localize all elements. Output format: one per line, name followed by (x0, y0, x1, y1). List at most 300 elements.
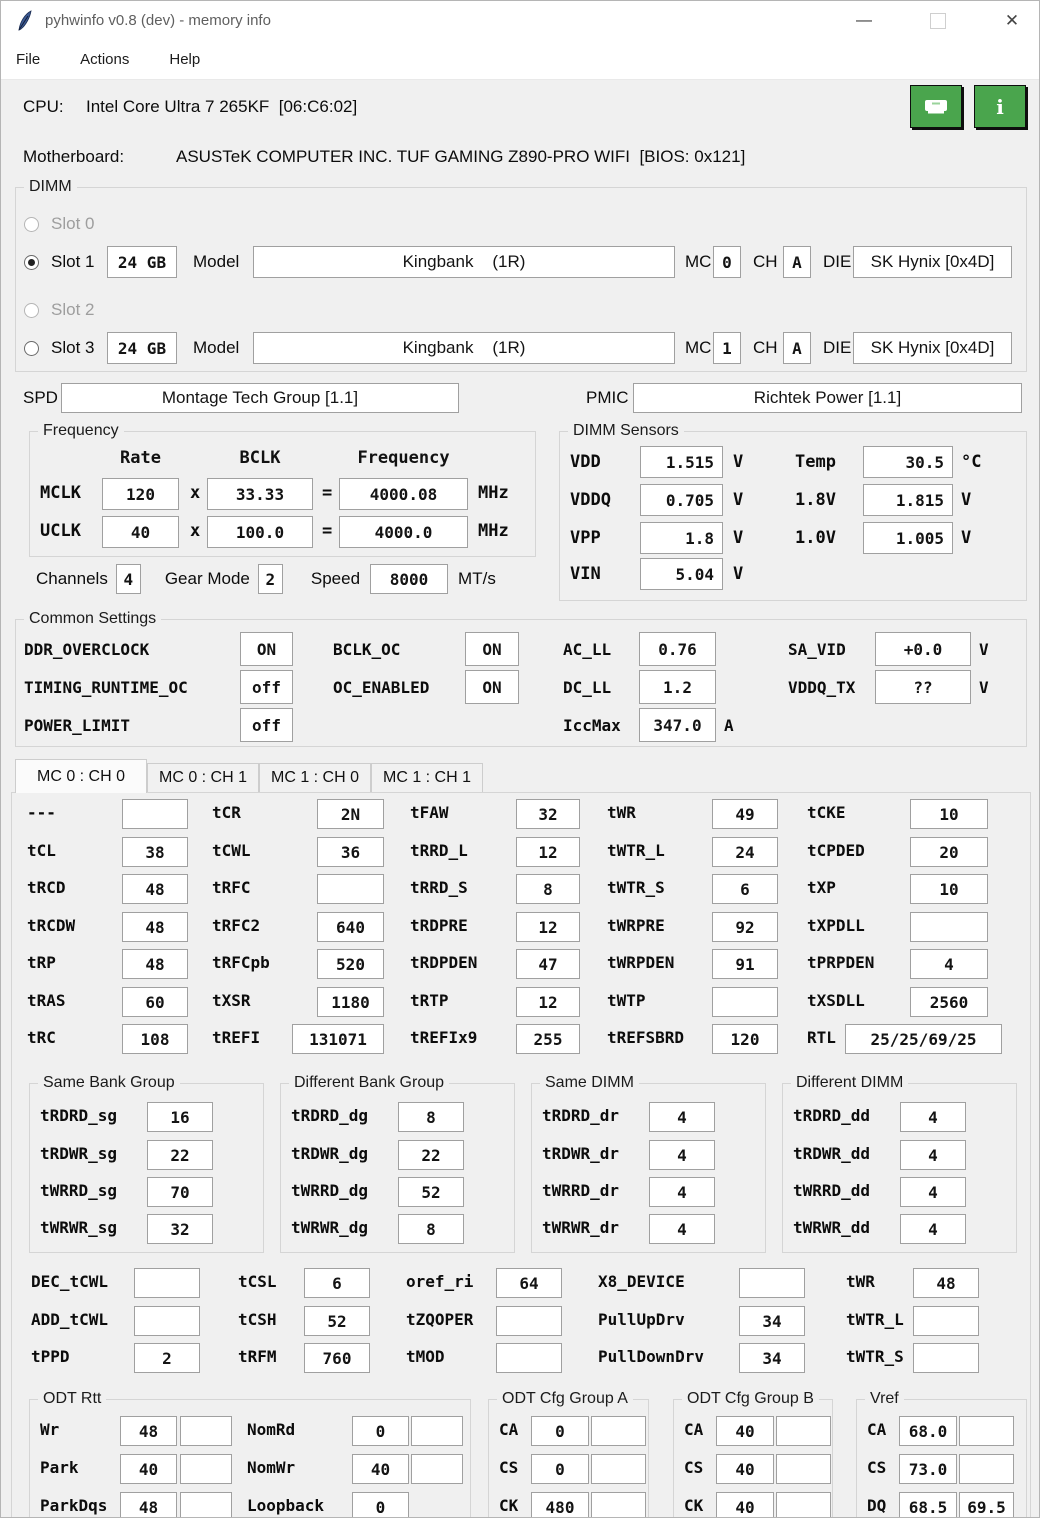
timing-label: tPRPDEN (807, 953, 875, 972)
timing-label: tRCDW (27, 916, 76, 935)
frequency-groupbox (29, 422, 536, 557)
odt-value-box[interactable]: 480 (531, 1492, 589, 1518)
odt-value-box[interactable]: 0 (352, 1492, 409, 1518)
timing-value-box[interactable]: 4 (900, 1177, 966, 1207)
bank-group-row (793, 1102, 1008, 1132)
volt-unit: V (733, 452, 744, 472)
slot1-size-box[interactable]: 24 GB (107, 246, 177, 278)
bank-group-legend: Different Bank Group (289, 1074, 449, 1092)
slot0-radio[interactable] (24, 217, 39, 232)
odt-value-box2[interactable] (180, 1492, 232, 1518)
memory-dump-button[interactable] (910, 85, 962, 128)
bank-group-row (40, 1214, 255, 1244)
timing-value-box[interactable]: 47 (516, 949, 580, 979)
equals-sign: = (322, 521, 333, 541)
timing-value-box[interactable]: 2560 (910, 987, 988, 1017)
timing-label: tRC (27, 1028, 56, 1047)
timing-value-box[interactable] (910, 912, 988, 942)
odt-value-box2[interactable] (411, 1416, 463, 1446)
model-label: Model (193, 338, 240, 357)
multiply-sign: x (190, 483, 201, 503)
sensor-row (570, 558, 747, 590)
odt-label: CK (684, 1496, 704, 1515)
temp-box[interactable]: 30.5 (863, 446, 953, 478)
bank-group-row (291, 1140, 506, 1170)
timing-label: tWTR_S (607, 878, 665, 897)
vref-value-box[interactable]: 68.0 (899, 1416, 957, 1446)
slot1-ch-box[interactable]: A (783, 246, 811, 278)
odt-value-box[interactable]: 40 (716, 1492, 774, 1518)
1v0-box[interactable]: 1.005 (863, 522, 953, 554)
menu-item[interactable]: Help (169, 51, 201, 68)
slot3-die-box[interactable]: SK Hynix [0x4D] (853, 332, 1012, 364)
1v8-box[interactable]: 1.815 (863, 484, 953, 516)
timing-value-box[interactable]: 4 (900, 1102, 966, 1132)
timing-runtime-oc-box[interactable]: off (240, 670, 293, 704)
timing-label: tXPDLL (807, 916, 865, 935)
odt-label: Park (40, 1458, 79, 1477)
frequency-legend: Frequency (38, 422, 124, 440)
sensor-row (570, 446, 981, 478)
timing-value-box[interactable]: 4 (900, 1140, 966, 1170)
bank-groupbox (782, 1074, 1017, 1253)
timing-label: tRDRD_dg (291, 1106, 369, 1125)
bclk-oc-box[interactable]: ON (465, 632, 519, 666)
odt-value-box[interactable]: 40 (716, 1416, 774, 1446)
common-row (24, 708, 734, 742)
timing-label: tRDWR_dd (793, 1144, 871, 1163)
odt-cfg-group-a-legend: ODT Cfg Group A (497, 1390, 633, 1408)
odt-label: Loopback (247, 1496, 325, 1515)
slot0-row (24, 206, 94, 242)
timing-value-box[interactable] (739, 1268, 805, 1298)
bank-group-row (542, 1102, 757, 1132)
timing-label: tRDWR_dg (291, 1144, 369, 1163)
dimm-groupbox (15, 178, 1027, 372)
timing-value-box[interactable]: 52 (304, 1306, 370, 1336)
timing-label: tCSH (238, 1310, 277, 1329)
odt-value-box2[interactable] (591, 1492, 646, 1518)
odt-label: CS (684, 1458, 704, 1477)
odt-label: NomWr (247, 1458, 296, 1477)
timing-value-box[interactable]: 92 (712, 912, 778, 942)
timing-value-box[interactable]: 20 (910, 837, 988, 867)
timing-label: tXSDLL (807, 991, 865, 1010)
odt-value-box2[interactable] (180, 1454, 232, 1484)
vref-value-box[interactable]: 68.5 (899, 1492, 957, 1518)
timing-value-box[interactable] (317, 874, 384, 904)
timing-value-box[interactable]: 10 (910, 799, 988, 829)
ch-label: CH (753, 338, 778, 357)
timing-value-box[interactable]: 8 (398, 1214, 464, 1244)
timing-value-box[interactable]: 4 (649, 1177, 715, 1207)
iccmax-label: IccMax (563, 715, 621, 735)
vddq-box[interactable]: 0.705 (640, 484, 723, 516)
timing-value-box[interactable]: 48 (122, 912, 188, 942)
timing-value-box[interactable]: 91 (712, 949, 778, 979)
timing-label: ADD_tCWL (31, 1310, 109, 1329)
odt-value-box[interactable]: 40 (120, 1454, 177, 1484)
power-limit-box[interactable]: off (240, 708, 293, 742)
odt-cfg-group-a-groupbox (488, 1390, 649, 1518)
timing-value-box[interactable]: 34 (739, 1343, 805, 1373)
vddq-tx-label: VDDQ_TX (788, 677, 856, 697)
title-bar (1, 1, 1039, 41)
bank-group-row (793, 1140, 1008, 1170)
vddq-label: VDDQ (570, 490, 611, 510)
iccmax-box[interactable]: 347.0 (639, 708, 716, 742)
uclk-freq-box[interactable]: 4000.0 (339, 516, 468, 548)
volt-unit: V (733, 490, 744, 510)
slot1-die-box[interactable]: SK Hynix [0x4D] (853, 246, 1012, 278)
timing-value-box[interactable]: 1180 (317, 987, 384, 1017)
bank-groups (29, 1074, 1017, 1253)
ddr-overclock-label: DDR_OVERCLOCK (24, 639, 150, 659)
timing-value-box[interactable]: 12 (516, 837, 580, 867)
timing-value-box[interactable]: 38 (122, 837, 188, 867)
minimize-button[interactable]: — (856, 12, 872, 29)
timing-label: --- (27, 803, 56, 822)
bank-group-row (793, 1214, 1008, 1244)
timing-label: tCL (27, 841, 56, 860)
cpu-value: Intel Core Ultra 7 265KF [06:C6:02] (86, 97, 358, 116)
timing-label: tWRWR_dg (291, 1218, 369, 1237)
bank-group-legend: Different DIMM (791, 1074, 908, 1092)
menu-item[interactable]: File (16, 51, 41, 68)
timing-value-box[interactable]: 52 (398, 1177, 464, 1207)
gear-mode-label: Gear Mode (164, 569, 250, 588)
timing-value-box[interactable] (134, 1268, 200, 1298)
uclk-label: UCLK (40, 521, 81, 541)
timing-label: tCPDED (807, 841, 865, 860)
timing-label: tXSR (212, 991, 251, 1010)
timing-value-box[interactable]: 22 (398, 1140, 464, 1170)
timing-value-box[interactable]: 6 (712, 874, 778, 904)
vref-value-box2[interactable] (959, 1416, 1014, 1446)
timing-value-box[interactable]: 32 (516, 799, 580, 829)
cpu-label: CPU: (23, 97, 64, 116)
channels-label: Channels (36, 569, 108, 588)
timing-label: tWRPDEN (607, 953, 675, 972)
mclk-rate-box[interactable]: 120 (102, 478, 179, 510)
app-feather-icon (15, 10, 35, 32)
vin-box[interactable]: 5.04 (640, 558, 723, 590)
bank-group-legend: Same Bank Group (38, 1074, 180, 1092)
timing-label: tRCD (27, 878, 66, 897)
timing-value-box[interactable]: 10 (910, 874, 988, 904)
timing-label: tWRWR_dd (793, 1218, 871, 1237)
timing-value-box[interactable]: 70 (147, 1177, 213, 1207)
slot1-radio[interactable] (24, 255, 39, 270)
timing-label: tWRRD_dg (291, 1181, 369, 1200)
timing-value-box[interactable]: 520 (317, 949, 384, 979)
bclk-oc-label: BCLK_OC (333, 639, 401, 659)
timing-value-box[interactable]: 60 (122, 987, 188, 1017)
odt-value-box2[interactable] (776, 1454, 831, 1484)
odt-value-box[interactable]: 0 (531, 1416, 589, 1446)
channels-row (36, 563, 496, 595)
timing-label: tCWL (212, 841, 251, 860)
timing-value-box[interactable] (134, 1306, 200, 1336)
odt-value-box[interactable]: 40 (352, 1454, 409, 1484)
ddr-overclock-box[interactable]: ON (240, 632, 293, 666)
timing-label: tRFC2 (212, 916, 261, 935)
timing-value-box[interactable]: 760 (304, 1343, 370, 1373)
channels-box[interactable]: 4 (116, 564, 141, 594)
vpp-box[interactable]: 1.8 (640, 522, 723, 554)
odt-rtt-legend: ODT Rtt (38, 1390, 106, 1408)
odt-label: CA (499, 1420, 519, 1439)
celsius-unit: °C (961, 452, 982, 472)
vref-value-box2[interactable]: 69.5 (959, 1492, 1014, 1518)
odt-value-box[interactable]: 40 (716, 1454, 774, 1484)
die-label: DIE (823, 252, 852, 271)
timing-label: tRDWR_sg (40, 1144, 118, 1163)
mts-unit: MT/s (458, 569, 496, 588)
oc-enabled-box[interactable]: ON (465, 670, 519, 704)
timing-label: tCSL (238, 1272, 277, 1291)
common-row (24, 632, 989, 666)
speed-box[interactable]: 8000 (370, 564, 448, 594)
timing-label: tFAW (410, 803, 449, 822)
window-title: pyhwinfo v0.8 (dev) - memory info (45, 12, 271, 29)
bank-group-row (40, 1102, 255, 1132)
mc-label: MC (685, 338, 712, 357)
odt-value-box[interactable]: 0 (352, 1416, 409, 1446)
channel-tab[interactable]: MC 0 : CH 1 (147, 763, 259, 793)
mhz-unit: MHz (478, 521, 509, 541)
maximize-button[interactable] (913, 1, 963, 41)
timing-value-box[interactable]: 48 (122, 949, 188, 979)
timing-value-box[interactable]: 24 (712, 837, 778, 867)
motherboard-value: ASUSTeK COMPUTER INC. TUF GAMING Z890-PRO WIFI [BIOS: 0x121] (176, 147, 746, 166)
odt-label: CA (684, 1420, 704, 1439)
dimm-sensors-groupbox (559, 422, 1027, 601)
vdd-label: VDD (570, 452, 601, 472)
timing-value-box[interactable] (913, 1306, 979, 1336)
close-button[interactable]: ✕ (1004, 11, 1020, 30)
odt-value-box[interactable]: 48 (120, 1492, 177, 1518)
bank-group-row (542, 1214, 757, 1244)
odt-value-box2[interactable] (591, 1454, 646, 1484)
info-button[interactable] (974, 85, 1026, 128)
bank-group-row (542, 1140, 757, 1170)
odt-label: ParkDqs (40, 1496, 108, 1515)
channel-tab[interactable]: MC 1 : CH 0 (259, 763, 371, 793)
gear-mode-box[interactable]: 2 (258, 564, 283, 594)
timing-label: tWRRD_dr (542, 1181, 620, 1200)
timing-value-box[interactable]: 32 (147, 1214, 213, 1244)
timing-label: tWR (607, 803, 636, 822)
odt-cfg-group-b-legend: ODT Cfg Group B (682, 1390, 819, 1408)
spd-label: SPD (23, 388, 58, 407)
timing-value-box[interactable]: 8 (516, 874, 580, 904)
dc-ll-label: DC_LL (563, 677, 612, 697)
timing-value-box[interactable]: 4 (910, 949, 988, 979)
multiply-sign: x (190, 521, 201, 541)
timing-label: RTL (807, 1028, 836, 1047)
timing-label: tMOD (406, 1347, 445, 1366)
timing-value-box[interactable]: 131071 (292, 1024, 384, 1054)
timing-value-box[interactable] (496, 1343, 562, 1373)
timing-value-box[interactable]: 120 (712, 1024, 778, 1054)
mclk-label: MCLK (40, 483, 81, 503)
temp-label: Temp (795, 452, 836, 472)
ac-ll-box[interactable]: 0.76 (639, 632, 716, 666)
bank-group-row (291, 1214, 506, 1244)
timing-label: DEC_tCWL (31, 1272, 109, 1291)
channel-tab[interactable]: MC 1 : CH 1 (371, 763, 483, 793)
timing-value-box[interactable]: 49 (712, 799, 778, 829)
odt-value-box2[interactable] (591, 1416, 646, 1446)
sa-vid-box[interactable]: +0.0 (875, 632, 971, 666)
slot1-mc-box[interactable]: 0 (713, 246, 741, 278)
timing-value-box[interactable] (913, 1343, 979, 1373)
odt-value-box[interactable]: 48 (120, 1416, 177, 1446)
bclk-header: BCLK (239, 448, 281, 468)
timing-label: PullDownDrv (598, 1347, 704, 1366)
ac-ll-label: AC_LL (563, 639, 612, 659)
uclk-row (30, 516, 535, 548)
vddq-tx-box[interactable]: ?? (875, 670, 971, 704)
slot3-radio[interactable] (24, 341, 39, 356)
slot3-model-box[interactable]: Kingbank (1R) (253, 332, 675, 364)
ch-label: CH (753, 252, 778, 271)
timing-label: tREFIx9 (410, 1028, 478, 1047)
vdd-box[interactable]: 1.515 (640, 446, 723, 478)
vref-value-box2[interactable] (959, 1454, 1014, 1484)
timing-value-box[interactable]: 2N (317, 799, 384, 829)
timing-label: tWTR_S (846, 1347, 904, 1366)
timing-label: tZQOPER (406, 1310, 474, 1329)
mclk-bclk-box[interactable]: 33.33 (207, 478, 313, 510)
odt-cfg-group-b-groupbox (673, 1390, 833, 1518)
timing-value-box[interactable]: 36 (317, 837, 384, 867)
timing-value-box[interactable]: 25/25/69/25 (845, 1024, 1002, 1054)
timing-value-box[interactable]: 4 (649, 1214, 715, 1244)
channel-tabs (15, 759, 483, 793)
odt-value-box2[interactable] (776, 1492, 831, 1518)
timing-value-box[interactable]: 64 (496, 1268, 562, 1298)
timing-value-box[interactable]: 34 (739, 1306, 805, 1336)
slot3-mc-box[interactable]: 1 (713, 332, 741, 364)
timing-label: tCKE (807, 803, 846, 822)
vref-label: CS (867, 1458, 887, 1477)
timing-value-box[interactable]: 6 (304, 1268, 370, 1298)
equals-sign: = (322, 483, 333, 503)
timing-value-box[interactable]: 108 (122, 1024, 188, 1054)
slot3-label: Slot 3 (51, 338, 95, 357)
slot2-radio[interactable] (24, 303, 39, 318)
odt-value-box2[interactable] (411, 1454, 463, 1484)
oc-enabled-label: OC_ENABLED (333, 677, 430, 697)
odt-value-box2[interactable] (180, 1416, 232, 1446)
timing-value-box[interactable]: 16 (147, 1102, 213, 1132)
timing-label: tWTR_L (846, 1310, 904, 1329)
maximize-icon (930, 13, 946, 29)
menu-item[interactable]: Actions (80, 51, 130, 68)
timing-label: tXP (807, 878, 836, 897)
timing-label: tWRRD_sg (40, 1181, 118, 1200)
dimm-sensors-legend: DIMM Sensors (568, 422, 684, 440)
pmic-label: PMIC (586, 388, 629, 407)
vref-groupbox (856, 1390, 1027, 1518)
odt-rtt-groupbox (29, 1390, 471, 1518)
timing-value-box[interactable]: 4 (649, 1102, 715, 1132)
volt-unit: V (979, 639, 989, 659)
timing-label: tRP (27, 953, 56, 972)
uclk-rate-box[interactable]: 40 (102, 516, 179, 548)
uclk-bclk-box[interactable]: 100.0 (207, 516, 313, 548)
bank-group-row (291, 1177, 506, 1207)
timing-label: tWR (846, 1272, 875, 1291)
volt-unit: V (961, 490, 972, 510)
odt-value-box[interactable]: 0 (531, 1454, 589, 1484)
mhz-unit: MHz (478, 483, 509, 503)
common-settings-groupbox (15, 610, 1027, 747)
timing-label: tRFM (238, 1347, 277, 1366)
bank-group-row (40, 1177, 255, 1207)
timing-label: oref_ri (406, 1272, 474, 1291)
timing-value-box[interactable]: 12 (516, 987, 580, 1017)
memory-icon (924, 98, 948, 116)
slot1-model-box[interactable]: Kingbank (1R) (253, 246, 675, 278)
mclk-freq-box[interactable]: 4000.08 (339, 478, 468, 510)
timing-value-box[interactable] (122, 799, 188, 829)
model-label: Model (193, 252, 240, 271)
frequency-header: Frequency (357, 448, 450, 468)
odt-label: Wr (40, 1420, 60, 1439)
slot1-label: Slot 1 (51, 252, 95, 271)
timing-value-box[interactable]: 48 (122, 874, 188, 904)
timing-label: tRFC (212, 878, 251, 897)
timing-value-box[interactable]: 255 (516, 1024, 580, 1054)
timing-value-box[interactable] (496, 1306, 562, 1336)
sensor-row (570, 484, 971, 516)
vref-value-box[interactable]: 73.0 (899, 1454, 957, 1484)
pmic-value-box[interactable]: Richtek Power [1.1] (633, 383, 1022, 413)
vref-legend: Vref (865, 1390, 904, 1408)
slot3-ch-box[interactable]: A (783, 332, 811, 364)
timing-value-box[interactable]: 2 (134, 1343, 200, 1373)
timing-value-box[interactable]: 640 (317, 912, 384, 942)
motherboard-row (23, 141, 745, 173)
timing-value-box[interactable]: 48 (913, 1268, 979, 1298)
channel-tab[interactable]: MC 0 : CH 0 (15, 759, 147, 793)
cpu-row (23, 91, 357, 123)
1v0-label: 1.0V (795, 528, 836, 548)
timing-label: tRRD_S (410, 878, 468, 897)
spd-value-box[interactable]: Montage Tech Group [1.1] (61, 383, 459, 413)
timing-value-box[interactable] (712, 987, 778, 1017)
timing-value-box[interactable]: 4 (900, 1214, 966, 1244)
timing-label: tWRWR_dr (542, 1218, 620, 1237)
info-icon: i (996, 94, 1004, 119)
odt-value-box2[interactable] (776, 1416, 831, 1446)
timing-value-box[interactable]: 8 (398, 1102, 464, 1132)
timing-value-box[interactable]: 22 (147, 1140, 213, 1170)
bank-groupbox (29, 1074, 264, 1253)
timing-value-box[interactable]: 4 (649, 1140, 715, 1170)
timing-label: tRDRD_dr (542, 1106, 620, 1125)
timing-value-box[interactable]: 12 (516, 912, 580, 942)
odt-label: CK (499, 1496, 519, 1515)
timing-label: tREFI (212, 1028, 261, 1047)
rate-header: Rate (120, 448, 161, 468)
slot3-size-box[interactable]: 24 GB (107, 332, 177, 364)
common-row (24, 670, 989, 704)
dc-ll-box[interactable]: 1.2 (639, 670, 716, 704)
